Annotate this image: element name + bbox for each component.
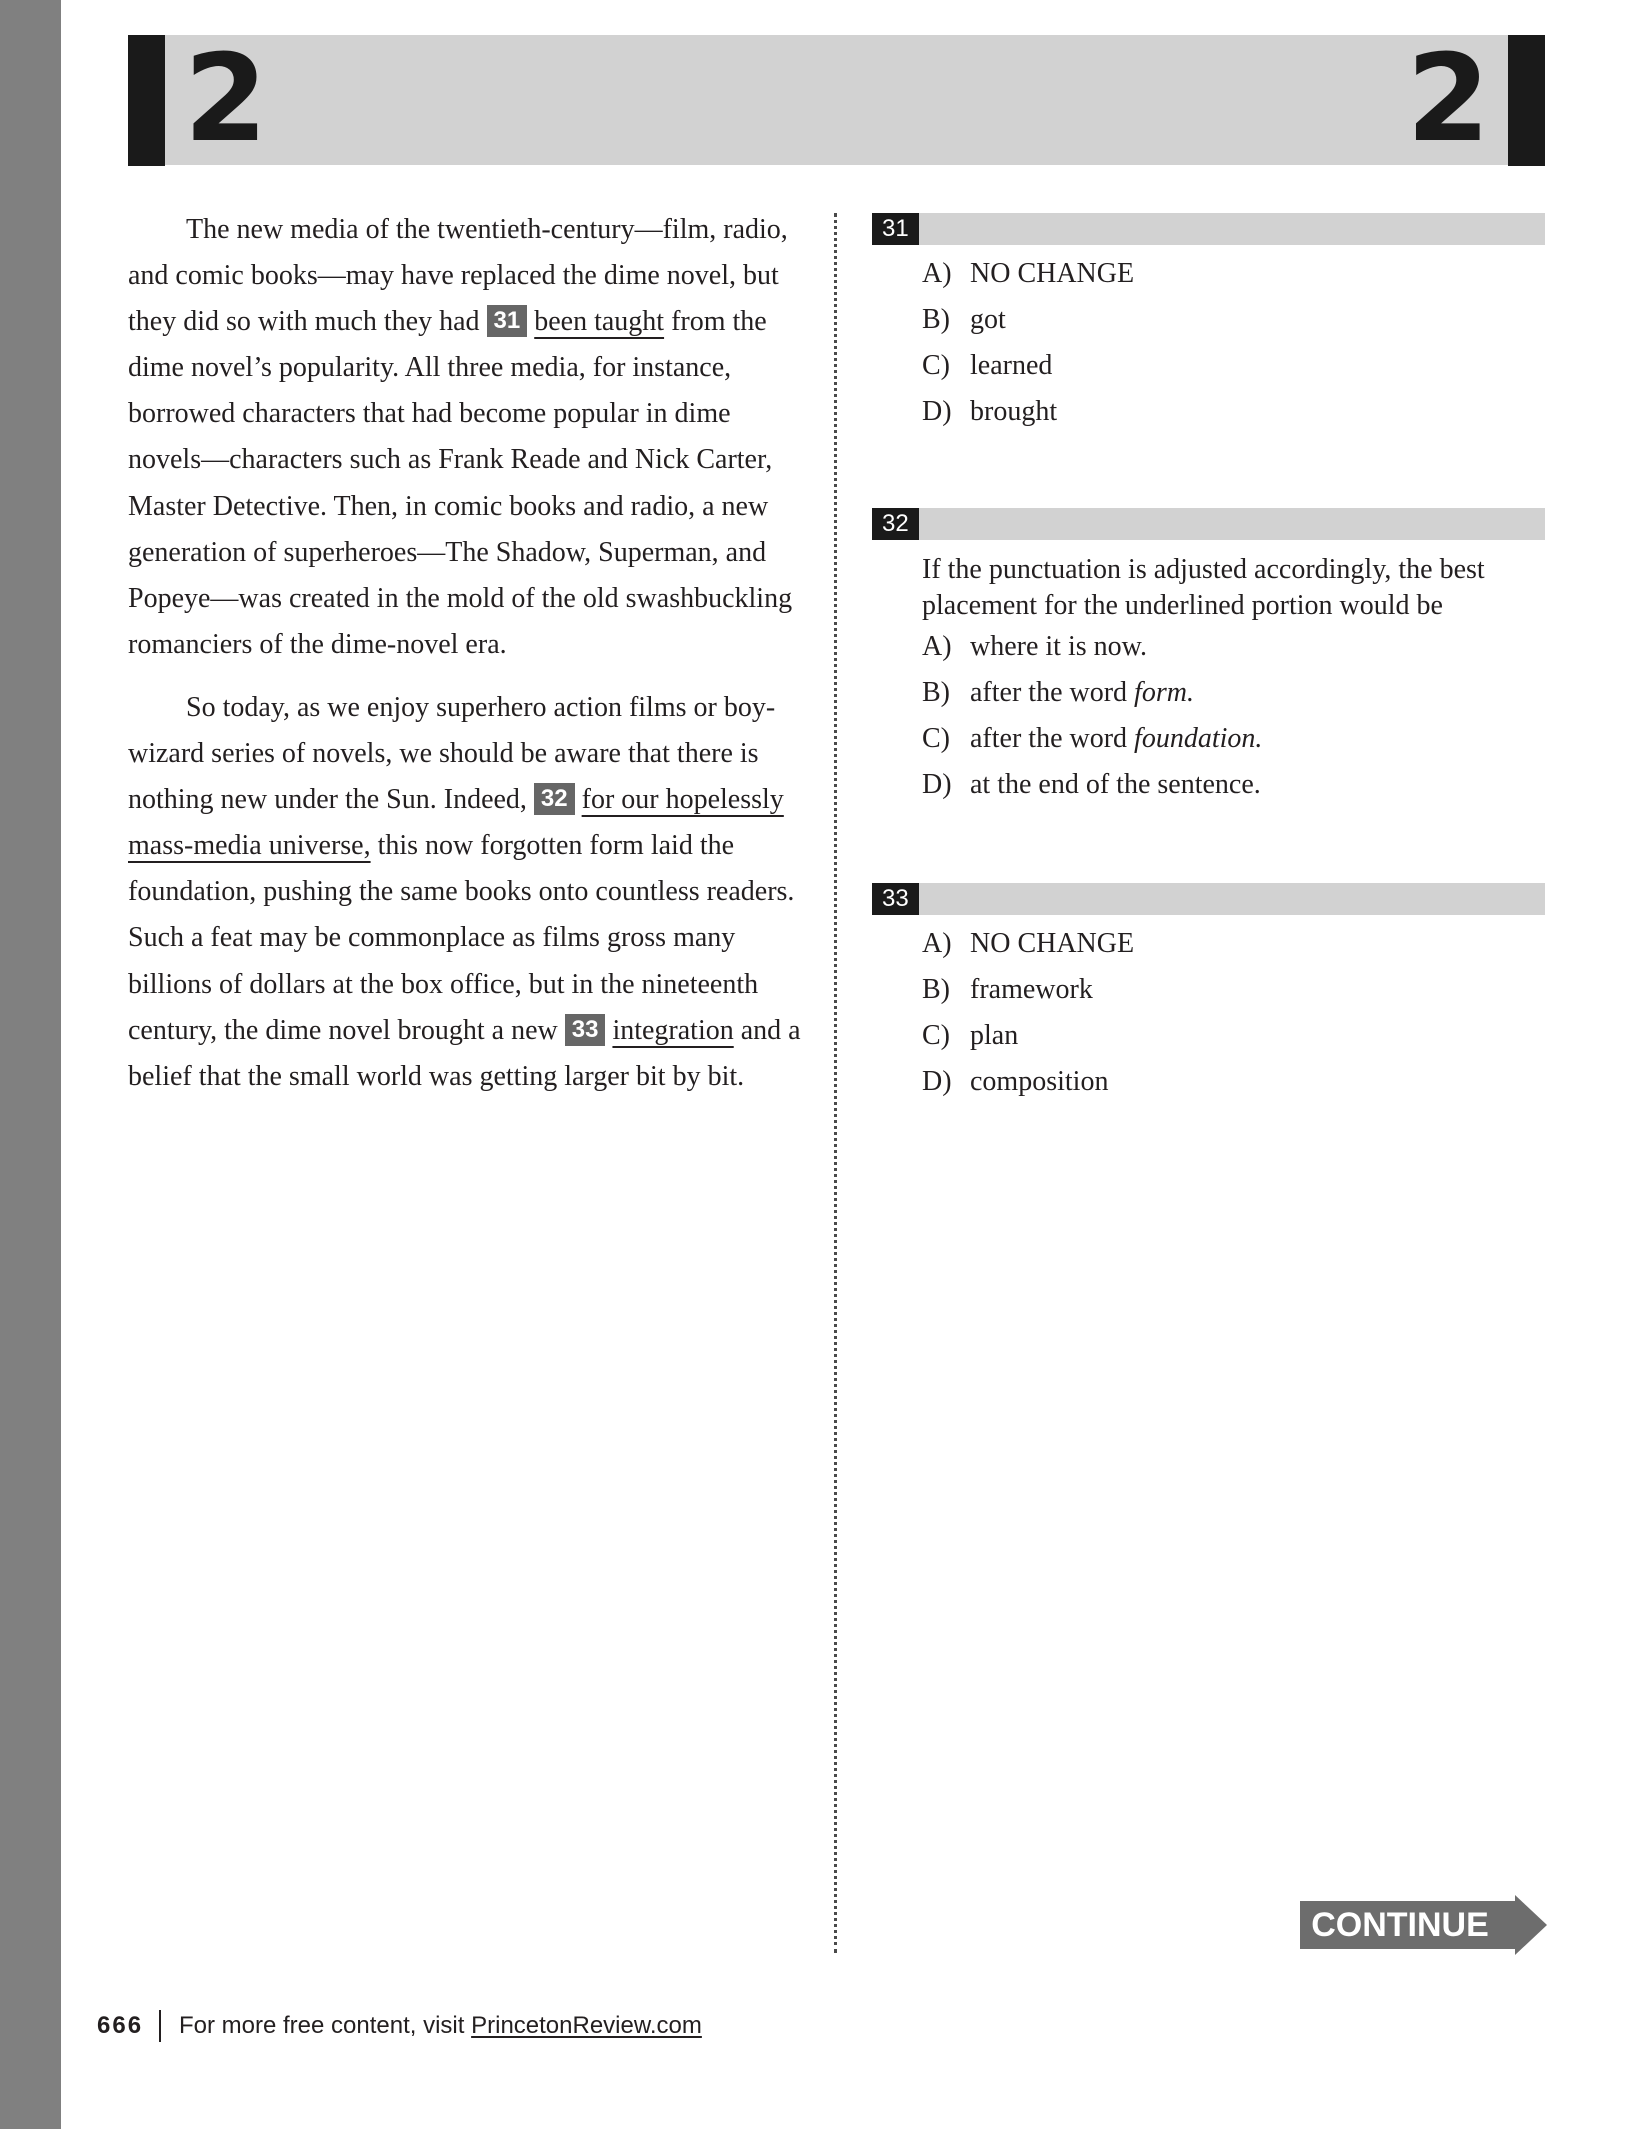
answer-option[interactable] <box>922 1059 1545 1105</box>
question-33 <box>872 883 1545 1105</box>
answer-option[interactable] <box>922 921 1545 967</box>
question-header <box>872 213 1545 245</box>
section-number-left: 2 <box>184 30 268 169</box>
option-text: NO CHANGE <box>970 928 1135 959</box>
option-text: plan <box>970 1020 1019 1051</box>
option-text: brought <box>970 396 1058 427</box>
option-text: after the word <box>970 677 1135 708</box>
answer-option[interactable] <box>922 624 1545 670</box>
answer-option[interactable] <box>922 251 1545 297</box>
option-italic-text: form. <box>1134 677 1194 708</box>
section-header <box>128 30 1545 169</box>
option-letter: C) <box>922 1020 950 1051</box>
princeton-review-link[interactable]: PrincetonReview.com <box>471 2012 702 2039</box>
passage-text: The new media of the twentieth-century—film, radio, and comic books—may have replaced the dime novel, but they did so with much they had <box>128 214 788 338</box>
answer-option[interactable] <box>922 716 1545 762</box>
page-number: 666 <box>97 2012 144 2039</box>
continue-button[interactable] <box>1300 1895 1547 1955</box>
option-letter: A) <box>922 631 952 662</box>
answer-option[interactable] <box>922 1013 1545 1059</box>
question-header <box>872 883 1545 915</box>
question-31 <box>872 213 1545 435</box>
footer-separator <box>159 2010 161 2042</box>
option-text: framework <box>970 974 1093 1005</box>
option-text: got <box>970 304 1006 335</box>
option-text: at the end of the sentence. <box>970 769 1261 800</box>
section-number-right: 2 <box>1406 30 1490 169</box>
answer-options <box>922 624 1545 808</box>
question-marker: 33 <box>565 1014 606 1046</box>
answer-option[interactable] <box>922 670 1545 716</box>
footer-text: For more free content, visit <box>179 2012 472 2039</box>
option-letter: B) <box>922 304 950 335</box>
option-letter: B) <box>922 974 950 1005</box>
option-letter: A) <box>922 928 952 959</box>
passage-text: this now forgotten form laid the foundation, pushing the same books onto countless readers. Such a feat may be commonplace as films gross many billions of dollars at the box office, but in the nineteenth century, the dime novel brought a new <box>128 830 795 1046</box>
question-32 <box>872 508 1545 808</box>
answer-option[interactable] <box>922 389 1545 435</box>
underlined-portion: for our hopelessly mass-media universe, <box>128 784 784 862</box>
passage-paragraph <box>128 685 803 1100</box>
option-text: NO CHANGE <box>970 258 1135 289</box>
continue-label: CONTINUE <box>1311 1906 1489 1944</box>
question-marker: 32 <box>534 783 575 815</box>
question-number: 32 <box>872 508 919 540</box>
answer-option[interactable] <box>922 343 1545 389</box>
question-stem: If the punctuation is adjusted accordingly, the best placement for the underlined portion would be <box>922 554 1485 621</box>
option-letter: C) <box>922 350 950 381</box>
passage-paragraph <box>128 207 803 668</box>
option-letter: B) <box>922 677 950 708</box>
answer-options <box>922 921 1545 1105</box>
option-text: composition <box>970 1066 1109 1097</box>
option-letter: A) <box>922 258 952 289</box>
option-letter: D) <box>922 396 952 427</box>
passage-text: So today, as we enjoy superhero action films or boy-wizard series of novels, we should be aware that there is nothing new under the Sun. Indeed, <box>128 691 776 816</box>
answer-options <box>922 251 1545 435</box>
question-marker: 31 <box>487 305 528 337</box>
option-letter: D) <box>922 769 952 800</box>
answer-option[interactable] <box>922 762 1545 808</box>
question-header <box>872 508 1545 540</box>
answer-option[interactable] <box>922 967 1545 1013</box>
passage-text: from the dime novel’s popularity. All three media, for instance, borrowed characters that had become popular in dime novels—characters such as Frank Reade and Nick Carter, Master Detective. Then, in comic books and radio, a new generation of superheroes—The Shadow, Superman, and Popeye—was created in the mold of the old swashbuckling romanciers of the dime-novel era. <box>128 306 793 660</box>
option-text: where it is now. <box>970 631 1148 662</box>
underlined-portion: integration <box>612 1014 734 1046</box>
question-number: 33 <box>872 883 919 915</box>
footer-note <box>179 2012 779 2040</box>
passage-text: and a belief that the small world was getting larger bit by bit. <box>128 1014 801 1092</box>
option-letter: C) <box>922 723 950 754</box>
reading-passage <box>128 207 803 1100</box>
answer-option[interactable] <box>922 297 1545 343</box>
option-text: learned <box>970 350 1053 381</box>
section-header-right-bar <box>1508 35 1545 166</box>
section-header-left-bar <box>128 35 165 166</box>
question-number: 31 <box>872 213 919 245</box>
option-text: after the word <box>970 723 1135 754</box>
side-margin-bar <box>0 0 61 2129</box>
underlined-portion: been taught <box>534 306 665 338</box>
option-letter: D) <box>922 1066 952 1097</box>
column-divider <box>834 213 837 1953</box>
option-italic-text: foundation. <box>1134 723 1263 754</box>
